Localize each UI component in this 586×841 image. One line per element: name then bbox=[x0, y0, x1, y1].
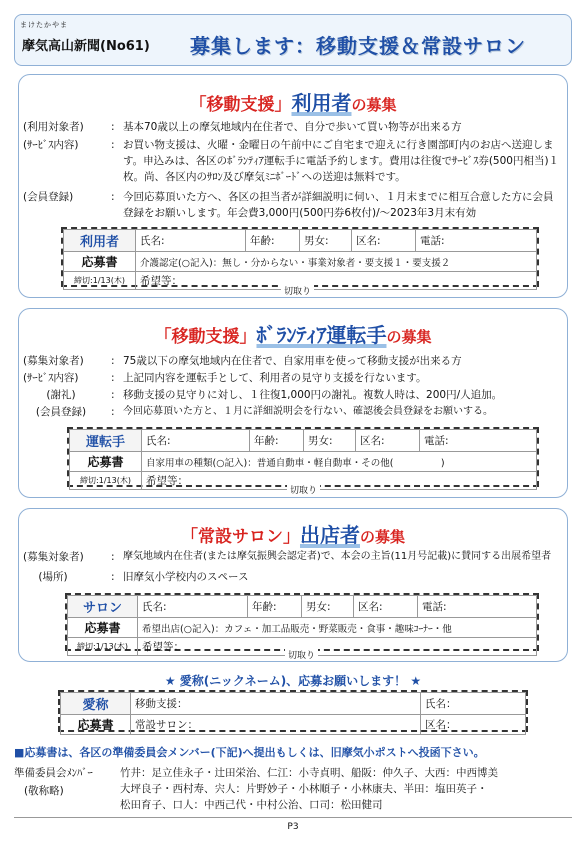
form-apply-label: 応募書 bbox=[70, 452, 142, 472]
field-gender[interactable]: 男女: bbox=[300, 230, 352, 252]
section-title: 「移動支援」利用者の募集 bbox=[189, 91, 397, 115]
field-name[interactable]: 氏名: bbox=[142, 430, 250, 452]
members-line: 大坪良子・西村寿、宍人：片野妙子・小林順子・小林康夫、半田：塩田英子・ bbox=[120, 783, 488, 795]
paper-ruby: まけたかやま bbox=[20, 21, 68, 29]
application-form-user[interactable] bbox=[61, 227, 539, 287]
field-shop-type[interactable]: 希望出店(○記入)：カフェ・加工品販売・野菜販売・食事・趣味ｺｰﾅｰ・他 bbox=[138, 618, 537, 638]
section-title: 「移動支援」ﾎﾞﾗﾝﾃｨｱ運転手の募集 bbox=[154, 323, 432, 347]
field-wish[interactable]: 希望等： bbox=[142, 472, 537, 490]
paper-name: 摩気高山新聞(No61) bbox=[22, 39, 150, 54]
field-phone[interactable]: 電話: bbox=[416, 230, 537, 252]
row-service: (ｻｰﾋﾞｽ内容) : お買い物支援は、火曜・金曜日の午前中にご自宅まで迎えに行き園部町内のお店へ送迎します。申込みは、各区のﾎﾞﾗﾝﾃｨｱ運転手に電話予約します。費用は往復でｻｰﾋﾞｽ券(500円相当)１枚。尚、各区内のｻﾛﾝ及び摩気ﾐﾆﾎﾞｰﾄﾞへの送迎は無料です。 bbox=[23, 139, 560, 183]
field-district[interactable]: 区名: bbox=[352, 230, 416, 252]
form-category: 運転手 bbox=[70, 430, 142, 452]
application-form-nickname[interactable] bbox=[58, 690, 528, 732]
application-form-driver[interactable] bbox=[67, 427, 539, 487]
section-user-recruit bbox=[18, 74, 568, 298]
row-reward: (謝礼) : 移動支援の見守りに対し、１往復1,000円の謝礼。複数人時は、200円/人追加。 bbox=[46, 389, 503, 401]
field-name[interactable]: 氏名： bbox=[421, 693, 526, 715]
section-salon-recruit bbox=[18, 508, 568, 662]
field-wish[interactable]: 希望等： bbox=[136, 272, 537, 290]
cut-line-label: 切取り bbox=[287, 483, 320, 496]
row-target: (募集対象者) : 75歳以下の摩気地域内在住者で、自家用車を使って移動支援が出来る方 bbox=[23, 355, 462, 367]
field-district[interactable]: 区名： bbox=[421, 715, 526, 735]
section-driver-recruit bbox=[18, 308, 568, 498]
field-care-level[interactable]: 介護認定(○記入)：無し・分からない・事業対象者・要支援１・要支援２ bbox=[136, 252, 537, 272]
cut-line-label: 切取り bbox=[285, 648, 318, 661]
field-gender[interactable]: 男女: bbox=[302, 596, 354, 618]
row-registration: (会員登録) : 今回応募頂いた方と、１月に詳細説明会を行ない、確認後会員登録をお願いする。 bbox=[35, 406, 493, 418]
form-category: 利用者 bbox=[64, 230, 136, 252]
field-car-type[interactable]: 自家用車の種類(○記入)：普通自動車・軽自動車・その他( ) bbox=[142, 452, 537, 472]
members-line: 松田育子、口人：中西己代・中村公治、口司：松田健司 bbox=[120, 799, 383, 811]
application-form-salon[interactable] bbox=[65, 593, 539, 651]
page-title: 募集します：移動支援＆常設サロン bbox=[190, 34, 526, 58]
field-age[interactable]: 年齢: bbox=[248, 596, 302, 618]
section-title: 「常設サロン」出店者の募集 bbox=[180, 523, 405, 547]
members-honorific: (敬称略) bbox=[24, 785, 64, 797]
form-category: サロン bbox=[68, 596, 138, 618]
form-apply-label: 応募書 bbox=[68, 618, 138, 638]
submission-note: ■応募書は、各区の準備委員会メンバー(下記)へ提出もしくは、旧摩気小ポストへ投函下さい。 bbox=[14, 746, 485, 759]
form-deadline: 締切:1/13(木) bbox=[64, 272, 136, 290]
page-number: P3 bbox=[287, 822, 299, 832]
row-target: (募集対象者) : 摩気地域内在住者(または摩気振興会認定者)で、本会の主旨(11月号記載)に賛同する出展希望者 bbox=[23, 551, 552, 563]
field-name[interactable]: 氏名: bbox=[138, 596, 248, 618]
field-district[interactable]: 区名: bbox=[356, 430, 420, 452]
field-phone[interactable]: 電話: bbox=[418, 596, 537, 618]
field-nickname-salon[interactable]: 常設サロン： bbox=[131, 715, 421, 735]
members-line: 竹井：足立佳永子・辻田栄治、仁江：小寺貞明、船阪：仲久子、大西：中西博美 bbox=[120, 767, 498, 779]
form-deadline: 締切:1/13(木) bbox=[70, 472, 142, 490]
cut-line-label: 切取り bbox=[281, 284, 314, 297]
form-apply-label: 応募書 bbox=[61, 715, 131, 735]
members-label: 準備委員会ﾒﾝﾊﾞｰ bbox=[14, 767, 93, 779]
row-place: (場所) : 旧摩気小学校内のスペース bbox=[38, 571, 249, 583]
field-district[interactable]: 区名: bbox=[354, 596, 418, 618]
row-target: (利用対象者) : 基本70歳以上の摩気地域内在住者で、自分で歩いて買い物等が出来る方 bbox=[23, 121, 462, 133]
field-gender[interactable]: 男女: bbox=[304, 430, 356, 452]
row-registration: (会員登録) : 今回応募頂いた方へ、各区の担当者が詳細説明に伺い、１月末までに相互合意した方に会員登録をお願いします。年会費3,000円(500円券6枚付)/～2023年3月末有効 bbox=[23, 191, 554, 219]
field-phone[interactable]: 電話: bbox=[420, 430, 537, 452]
footer-divider bbox=[14, 817, 572, 818]
form-category: 愛称 bbox=[61, 693, 131, 715]
field-name[interactable]: 氏名: bbox=[136, 230, 246, 252]
field-age[interactable]: 年齢: bbox=[246, 230, 300, 252]
nickname-banner: ★ 愛称(ニックネーム)、応募お願いします！ ★ bbox=[164, 674, 422, 688]
row-service: (ｻｰﾋﾞｽ内容) : 上記同内容を運転手として、利用者の見守り支援を行ないます。 bbox=[23, 372, 427, 384]
field-wish[interactable]: 希望等： bbox=[138, 638, 537, 656]
field-age[interactable]: 年齢: bbox=[250, 430, 304, 452]
form-deadline: 締切:1/13(木) bbox=[68, 638, 138, 656]
form-apply-label: 応募書 bbox=[64, 252, 136, 272]
field-nickname-idou[interactable]: 移動支援： bbox=[131, 693, 421, 715]
